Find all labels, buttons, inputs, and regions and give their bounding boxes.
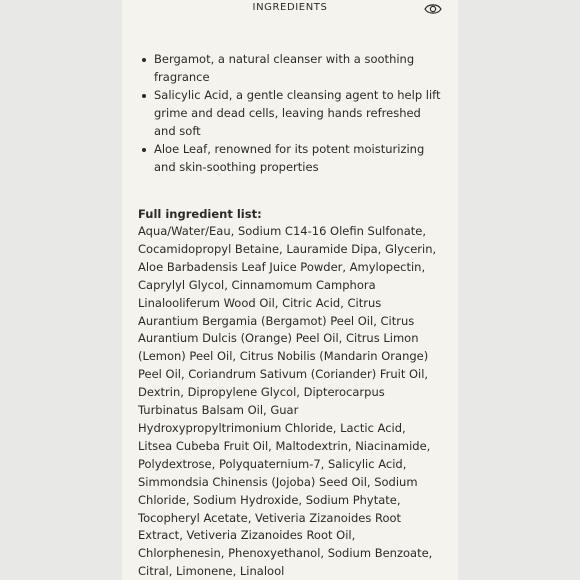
benefit-text: Bergamot, a natural cleanser with a soothing fragrance	[154, 52, 415, 84]
benefit-text: Aloe Leaf, renowned for its potent moisturizing and skin-soothing properties	[154, 142, 425, 174]
benefit-item-bergamot	[122, 50, 458, 86]
full-list-text	[138, 223, 444, 580]
ingredient-line: Aqua/Water/Eau, Sodium C14-16 Olefin Sulfonate,	[138, 224, 426, 238]
ingredient-line: Tocopheryl Acetate, Vetiveria Zizanoides Root	[138, 510, 402, 525]
ingredient-line: Turbinatus Balsam Oil, Guar	[138, 403, 299, 418]
ingredient-line: Linalooliferum Wood Oil, Citric Acid, Citrus	[138, 295, 382, 310]
ingredient-line: Peel Oil, Coriandrum Sativum (Coriander) Fruit Oil,	[138, 367, 429, 382]
ingredient-line: Citral, Limonene, Linalool	[138, 564, 285, 579]
ingredient-line: Polydextrose, Polyquaternium-7, Salicylic Acid,	[138, 456, 407, 471]
bullet	[142, 94, 146, 98]
full-list-heading: Full ingredient list:	[138, 207, 262, 221]
ingredient-line: Extract, Vetiveria Zizanoides Root Oil,	[138, 528, 356, 543]
ingredient-line: Simmondsia Chinensis (Jojoba) Seed Oil, Sodium	[138, 474, 418, 489]
ingredient-line: Cocamidopropyl Betaine, Lauramide Dipa, Glycerin,	[138, 241, 437, 256]
bullet	[142, 58, 146, 62]
benefit-item-aloe-leaf	[122, 140, 458, 176]
benefit-item-salicylic-acid	[122, 86, 458, 140]
eye-icon[interactable]	[424, 2, 442, 16]
ingredients-panel	[122, 0, 458, 580]
ingredient-line: Chloride, Sodium Hydroxide, Sodium Phytate,	[138, 492, 401, 507]
bullet	[142, 148, 146, 152]
ingredient-line: Dextrin, Dipropylene Glycol, Dipterocarpus	[138, 385, 385, 400]
ingredient-line: Litsea Cubeba Fruit Oil, Maltodextrin, Niacinamide,	[138, 438, 431, 453]
ingredient-line: (Lemon) Peel Oil, Citrus Nobilis (Mandarin Orange)	[138, 349, 429, 364]
benefits-list	[122, 50, 458, 176]
ingredient-line: Chlorphenesin, Phenoxyethanol, Sodium Benzoate,	[138, 546, 433, 561]
section-title: INGREDIENTS	[252, 2, 328, 13]
ingredients-header[interactable]	[122, 0, 458, 18]
ingredient-line: Aloe Barbadensis Leaf Juice Powder, Amylopectin,	[138, 259, 426, 274]
full-ingredient-list	[138, 205, 444, 580]
ingredient-line: Aurantium Dulcis (Orange) Peel Oil, Citrus Limon	[138, 331, 419, 346]
ingredient-line: Hydroxypropyltrimonium Chloride, Lactic Acid,	[138, 420, 406, 435]
ingredient-line: Caprylyl Glycol, Cinnamomum Camphora	[138, 277, 376, 292]
benefit-text: Salicylic Acid, a gentle cleansing agent to help lift grime and dead cells, leaving hands refreshed and soft	[154, 88, 441, 138]
ingredient-line: Aurantium Bergamia (Bergamot) Peel Oil, Citrus	[138, 313, 415, 328]
